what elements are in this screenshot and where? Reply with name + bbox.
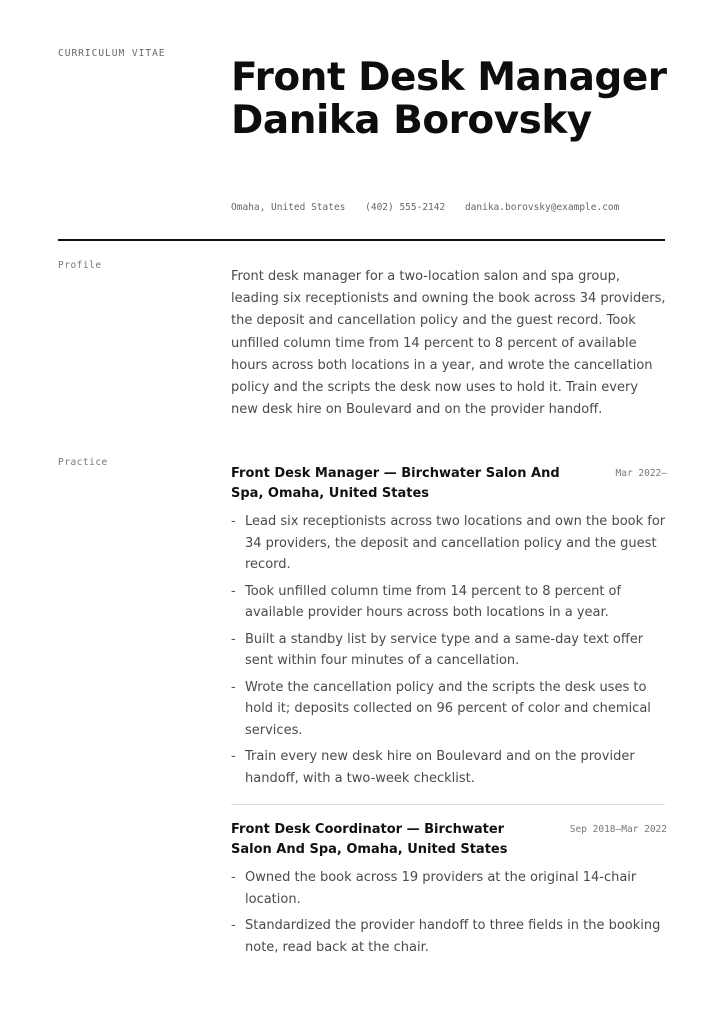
contact-email: danika.borovsky@example.com [464, 202, 620, 213]
contact-location: Omaha, United States [231, 202, 346, 213]
profile-text: Front desk manager for a two-location salon and spa group, leading six receptionists and owning the book across 34 providers, the deposit and cancellation policy and the guest record. Took unfilled column time from 14 percent to 8 percent of available hours across both locations in a year, and wrote the cancellation policy and the scripts the desk now uses to hold it. Train every new desk hire on Boulevard and on the provider handoff. [231, 269, 666, 418]
job-bullets [231, 867, 667, 958]
contact-phone: (402) 555-2142 [365, 202, 446, 213]
job-header [231, 464, 667, 504]
job-title: Front Desk Coordinator — Birchwater Salon And Spa, Omaha, United States [231, 822, 508, 857]
job-header [231, 820, 667, 860]
page-title: Front Desk Manager Danika Borovsky [231, 55, 667, 143]
section-label-practice: Practice [58, 457, 108, 468]
list-item: - Took unfilled column time from 14 percent to 8 percent of available provider hours across both locations in a year. [231, 581, 667, 624]
document-kicker: CURRICULUM VITAE [58, 48, 166, 59]
job-divider [231, 804, 665, 805]
job-title: Front Desk Manager — Birchwater Salon And Spa, Omaha, United States [231, 466, 560, 501]
list-item: - Lead six receptionists across two locations and own the book for 34 providers, the deposit and cancellation policy and the guest record. [231, 511, 667, 576]
list-item: - Train every new desk hire on Boulevard and on the provider handoff, with a two-week checklist. [231, 746, 667, 789]
job-dates: Mar 2022– [615, 468, 667, 479]
job-entry [231, 464, 667, 789]
list-item: - Built a standby list by service type and a same-day text offer sent within four minutes of a cancellation. [231, 629, 667, 672]
job-dates: Sep 2018–Mar 2022 [569, 824, 667, 835]
list-item: - Owned the book across 19 providers at the original 14-chair location. [231, 867, 667, 910]
list-item: - Standardized the provider handoff to three fields in the booking note, read back at the chair. [231, 915, 667, 958]
list-item: - Wrote the cancellation policy and the scripts the desk uses to hold it; deposits collected on 96 percent of color and chemical services. [231, 677, 667, 742]
job-entry [231, 820, 667, 958]
job-bullets [231, 511, 667, 789]
header-rule [58, 239, 665, 241]
section-label-profile: Profile [58, 260, 102, 271]
contact-line [231, 202, 633, 213]
